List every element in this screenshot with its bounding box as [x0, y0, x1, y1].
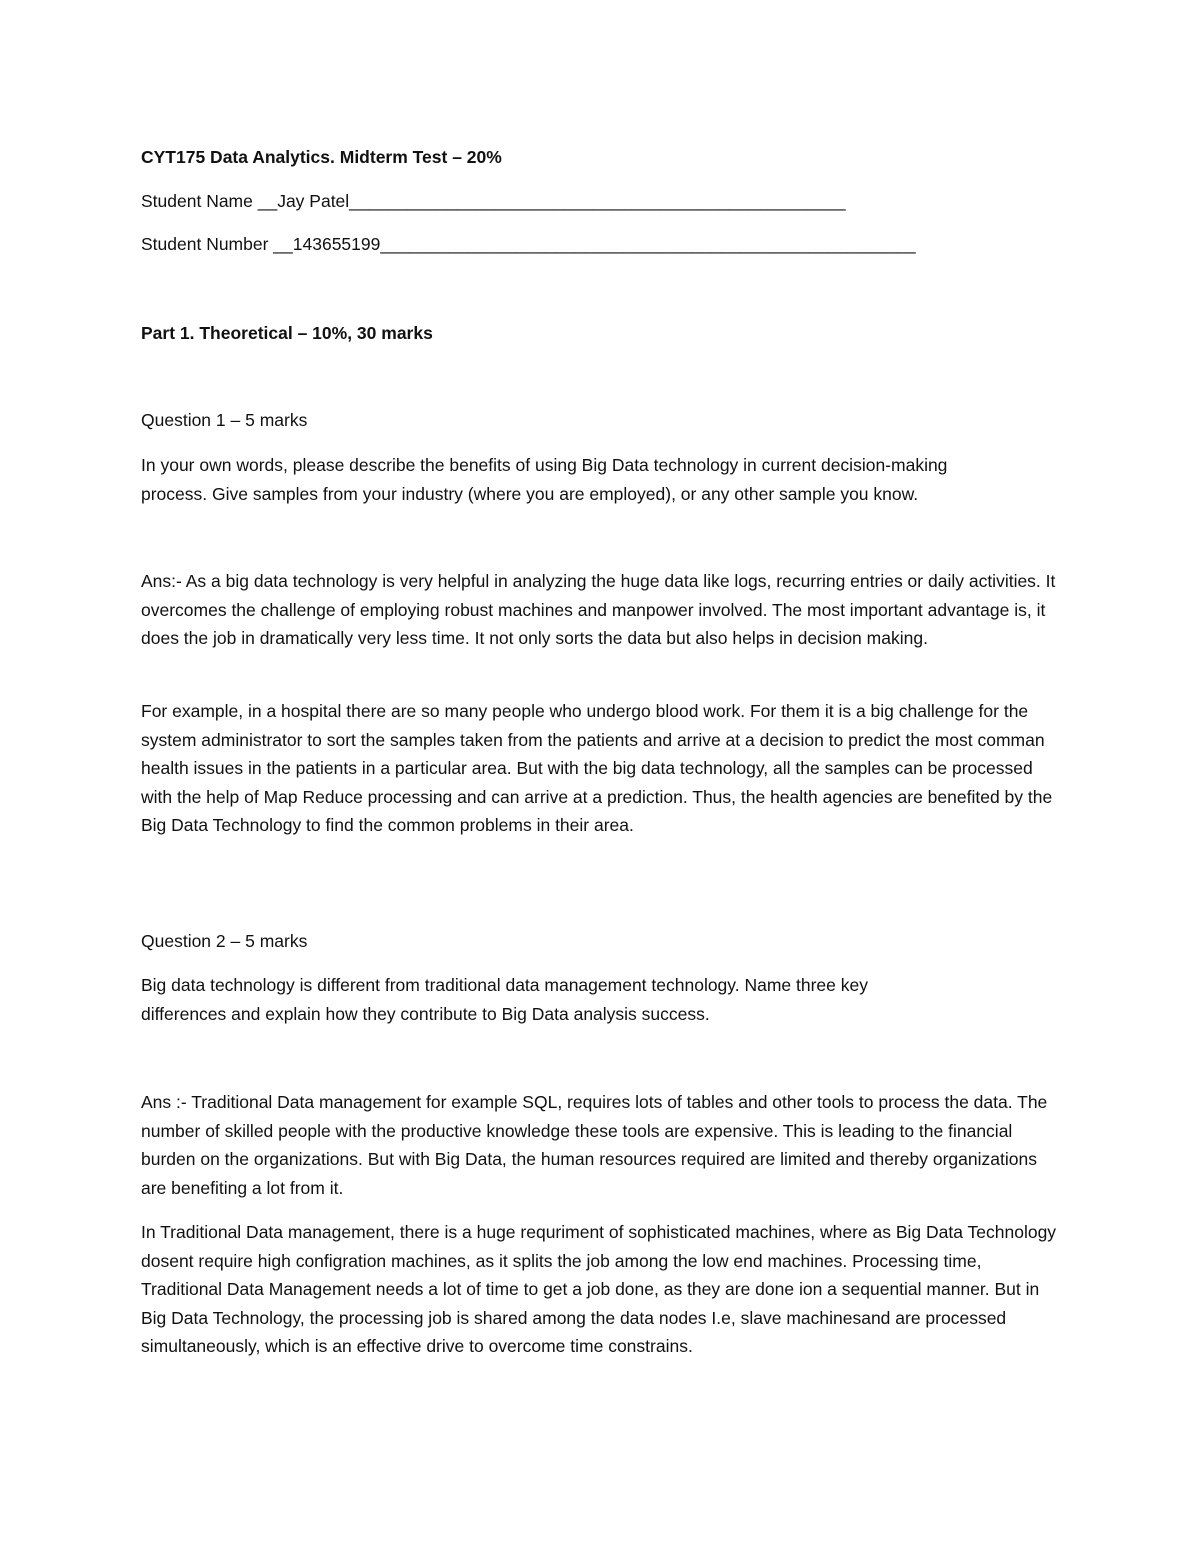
- question1-answer-paragraph2: For example, in a hospital there are so many people who undergo blood work. For them it is a big challenge for the system administrator to sort the samples taken from the patients and arrive at a decision to predict the most comman health issues in the patients in a particular area. But with the big data technology, all the samples can be processed with the help of Map Reduce processing and can arrive at a prediction. Thus, the health agencies are benefited by the Big Data Technology to find the common problems in their area.: [141, 701, 1053, 836]
- question1-prompt-line1: In your own words, please describe the benefits of using Big Data technology in current decision-making: [141, 455, 948, 475]
- part1-heading: Part 1. Theoretical – 10%, 30 marks: [141, 323, 433, 343]
- question2-answer-paragraph2: In Traditional Data management, there is a huge requriment of sophisticated machines, where as Big Data Technology dosent require high configration machines, as it splits the job among the low end machines. Processing time, Traditional Data Management needs a lot of time to get a job done, as they are done ion a sequential manner. But in Big Data Technology, the processing job is shared among the data nodes I.e, slave machinesand are processed simultaneously, which is an effective drive to overcome time constrains.: [141, 1222, 1057, 1357]
- question1-prompt-line2: process. Give samples from your industry (where you are employed), or any other sample you know.: [141, 484, 919, 504]
- document-title: CYT175 Data Analytics. Midterm Test – 20%: [141, 147, 502, 167]
- question2-label: Question 2 – 5 marks: [141, 931, 308, 951]
- question1-label: Question 1 – 5 marks: [141, 410, 308, 430]
- question1-answer-paragraph1: Ans:- As a big data technology is very helpful in analyzing the huge data like logs, recurring entries or daily activities. It overcomes the challenge of employing robust machines and manpower involved. The most important advantage is, it does the job in dramatically very less time. It not only sorts the data but also helps in decision making.: [141, 571, 1056, 649]
- student-name-field: Student Name __Jay Patel___________________________________________________: [141, 191, 846, 211]
- student-number-field: Student Number __143655199_______________________________________________________: [141, 234, 916, 254]
- question2-answer-paragraph1: Ans :- Traditional Data management for example SQL, requires lots of tables and other tools to process the data. The number of skilled people with the productive knowledge these tools are expensive. This is leading to the financial burden on the organizations. But with Big Data, the human resources required are limited and thereby organizations are benefiting a lot from it.: [141, 1092, 1048, 1198]
- question2-prompt-line1: Big data technology is different from traditional data management technology. Name three key: [141, 975, 868, 995]
- question2-prompt-line2: differences and explain how they contribute to Big Data analysis success.: [141, 1004, 710, 1024]
